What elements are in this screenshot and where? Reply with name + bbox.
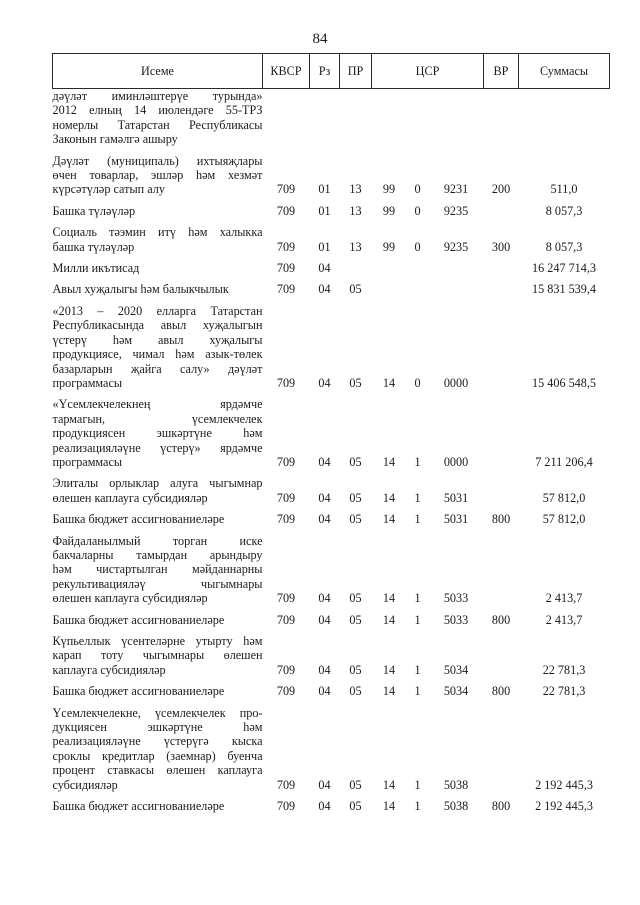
kvsr-cell <box>263 89 310 147</box>
rz-cell: 04 <box>318 512 331 527</box>
item-name-cell <box>53 799 263 813</box>
row-spacer-cell <box>53 505 610 512</box>
row-spacer-cell <box>53 699 610 706</box>
csr-subprogram-cell <box>407 282 429 296</box>
pr-cell <box>340 261 372 275</box>
rz-cell: 04 <box>318 591 331 606</box>
table-row <box>53 512 610 526</box>
pr-cell: 05 <box>349 777 362 792</box>
csr-program-cell <box>372 261 407 275</box>
row-spacer <box>53 792 610 799</box>
item-name-line: каплауга субсидияләр <box>52 662 166 677</box>
pr-cell: 05 <box>349 591 362 606</box>
csr-subprogram-cell: 1 <box>414 612 421 627</box>
row-spacer-cell <box>53 197 610 204</box>
row-spacer <box>53 254 610 261</box>
csr-program-cell: 14 <box>382 612 396 627</box>
item-name-line: Законын гамәлгә ашыру <box>52 132 178 147</box>
table-row <box>53 282 610 296</box>
amount-cell: 57 812,0 <box>542 490 586 505</box>
csr-program-cell: 99 <box>382 239 396 254</box>
csr-subprogram-cell: 1 <box>414 490 421 505</box>
csr-subprogram-cell: 1 <box>414 684 421 699</box>
table-row <box>53 706 610 792</box>
pr-cell: 05 <box>349 662 362 677</box>
table-row <box>53 261 610 275</box>
row-spacer-cell <box>53 792 610 799</box>
item-name-line: үстерү һәм авыл хуҗалыгы <box>52 332 263 347</box>
csr-subprogram-cell <box>407 261 429 275</box>
kvsr-cell: 709 <box>276 239 296 254</box>
item-name-cell <box>53 634 263 677</box>
item-name-cell <box>53 225 263 254</box>
csr-program-cell: 14 <box>382 454 396 469</box>
rz-cell: 04 <box>318 454 331 469</box>
item-name-line: Милли икътисад <box>52 261 140 276</box>
pr-cell: 13 <box>349 182 362 197</box>
csr-item-cell <box>429 89 484 147</box>
vr-cell <box>484 261 519 275</box>
csr-subprogram-cell: 0 <box>414 182 421 197</box>
column-header-csr: ЦСР <box>372 54 484 89</box>
item-name-line: Башка бюджет ассигнованиеләре <box>52 684 225 699</box>
vr-cell: 300 <box>491 239 511 254</box>
rz-cell: 04 <box>318 777 331 792</box>
csr-item-cell: 5038 <box>443 777 469 792</box>
item-name-line: өлешен каплауга субсидияләр <box>52 490 208 505</box>
item-name-line: Башка түләүләр <box>52 203 136 218</box>
column-header-name: Исеме <box>53 54 263 89</box>
pr-cell: 05 <box>349 454 362 469</box>
row-spacer-cell <box>53 275 610 282</box>
csr-subprogram-cell: 1 <box>414 591 421 606</box>
vr-cell <box>484 304 519 390</box>
item-name-line: тармагын, үсемлекчелек <box>52 411 263 426</box>
item-name-cell <box>53 261 263 275</box>
table-row <box>53 225 610 254</box>
amount-cell: 57 812,0 <box>542 512 586 527</box>
csr-program-cell: 14 <box>382 512 396 527</box>
table-row <box>53 89 610 147</box>
rz-cell: 01 <box>318 203 331 218</box>
vr-cell: 800 <box>491 512 511 527</box>
kvsr-cell: 709 <box>276 375 296 390</box>
row-spacer <box>53 275 610 282</box>
table-row <box>53 397 610 469</box>
column-header-kvsr: КВСР <box>263 54 310 89</box>
item-name-line: карап тоту чыгымнары өлешен <box>52 648 263 663</box>
amount-cell: 2 413,7 <box>545 591 583 606</box>
item-name-line: Файдаланылмый торган иске <box>52 533 263 548</box>
item-name-cell <box>53 304 263 390</box>
rz-cell: 04 <box>318 612 331 627</box>
rz-cell: 04 <box>318 490 331 505</box>
column-header-pr: ПР <box>340 54 372 89</box>
row-spacer <box>53 469 610 476</box>
item-name-line: Республикасында авыл хуҗалыгын <box>52 318 263 333</box>
item-name-line: 2012 елның 14 июлендәге 55-ТРЗ <box>52 103 263 118</box>
kvsr-cell: 709 <box>276 777 296 792</box>
row-spacer <box>53 147 610 154</box>
item-name-cell <box>53 204 263 218</box>
item-name-line: өлешен каплауга субсидияләр <box>52 591 208 606</box>
item-name-line: реализацияләүне үстерүгә кыска <box>52 734 263 749</box>
item-name-line: Элиталы орлыклар алуга чыгымнар <box>52 476 263 491</box>
row-spacer-cell <box>53 677 610 684</box>
row-spacer <box>53 699 610 706</box>
item-name-line: процент ставкасы өлешен каплауга <box>52 763 263 778</box>
item-name-line: башка түләүләр <box>52 239 135 254</box>
amount-cell: 8 057,3 <box>545 239 583 254</box>
rz-cell: 04 <box>318 684 331 699</box>
table-row <box>53 204 610 218</box>
table-row <box>53 799 610 813</box>
row-spacer <box>53 527 610 534</box>
table-row <box>53 684 610 698</box>
csr-item-cell: 9235 <box>443 203 469 218</box>
column-header-rz: Рз <box>310 54 340 89</box>
csr-item-cell <box>429 261 484 275</box>
pr-cell: 13 <box>349 203 362 218</box>
pr-cell: 05 <box>349 490 362 505</box>
row-spacer <box>53 297 610 304</box>
row-spacer <box>53 218 610 225</box>
table-row <box>53 476 610 505</box>
kvsr-cell: 709 <box>276 512 296 527</box>
item-name-line: Башка бюджет ассигнованиеләре <box>52 512 225 527</box>
kvsr-cell: 709 <box>276 454 296 469</box>
csr-item-cell: 5033 <box>443 612 469 627</box>
row-spacer <box>53 505 610 512</box>
rz-cell: 04 <box>318 261 331 276</box>
item-name-line: Авыл хуҗалыгы һәм балыкчылык <box>52 282 229 297</box>
item-name-line: «2013 – 2020 елларга Татарстан <box>52 303 263 318</box>
pr-cell: 05 <box>349 282 362 297</box>
item-name-cell <box>53 154 263 197</box>
row-spacer-cell <box>53 218 610 225</box>
vr-cell <box>484 397 519 469</box>
amount-cell: 2 192 445,3 <box>535 799 593 814</box>
csr-subprogram-cell: 0 <box>414 375 421 390</box>
item-name-line: Күпьеллык үсентеләрне утырту һәм <box>52 634 263 648</box>
csr-item-cell: 0000 <box>443 454 469 469</box>
pr-cell: 05 <box>349 799 362 814</box>
kvsr-cell: 709 <box>276 182 296 197</box>
item-name-line: Башка бюджет ассигнованиеләре <box>52 799 225 814</box>
table-row <box>53 534 610 606</box>
row-spacer <box>53 627 610 634</box>
item-name-line: базарларын җайга салу» дәүләт <box>52 361 263 376</box>
row-spacer <box>53 197 610 204</box>
csr-program-cell: 14 <box>382 777 396 792</box>
csr-subprogram-cell: 1 <box>414 799 421 814</box>
item-name-line: һәм чистартылган мәйданнарны <box>52 562 263 577</box>
csr-program-cell: 14 <box>382 662 396 677</box>
row-spacer-cell <box>53 390 610 397</box>
csr-item-cell: 5034 <box>443 684 469 699</box>
rz-cell: 01 <box>318 182 331 197</box>
csr-program-cell: 14 <box>382 490 396 505</box>
table-row <box>53 154 610 197</box>
item-name-line: субсидияләр <box>52 777 118 792</box>
item-name-cell <box>53 706 263 792</box>
row-spacer-cell <box>53 147 610 154</box>
item-name-line: рекультивацияләү чыгымнары <box>52 576 263 591</box>
vr-cell: 800 <box>491 612 511 627</box>
item-name-line: дәүләт иминләштерүе турында» <box>52 89 263 103</box>
vr-cell <box>484 534 519 606</box>
csr-program-cell: 99 <box>382 182 396 197</box>
item-name-line: Башка бюджет ассигнованиеләре <box>52 612 225 627</box>
item-name-line: күрсәтүләр сатып алу <box>52 182 165 197</box>
item-name-line: программасы <box>52 454 123 469</box>
pr-cell: 05 <box>349 512 362 527</box>
vr-cell <box>484 204 519 218</box>
csr-program-cell: 14 <box>382 591 396 606</box>
item-name-line: өчен товарлар, эшләр һәм хезмәт <box>52 168 263 183</box>
item-name-line: Дәүләт (муниципаль) ихтыяҗлары <box>52 153 263 168</box>
vr-cell <box>484 89 519 147</box>
rz-cell <box>310 89 340 147</box>
csr-item-cell: 5033 <box>443 591 469 606</box>
csr-program-cell: 99 <box>382 203 396 218</box>
item-name-line: продукциясен эшкәртүне һәм <box>52 426 263 441</box>
table-body <box>53 89 610 814</box>
csr-program-cell: 14 <box>382 684 396 699</box>
vr-cell: 800 <box>491 799 511 814</box>
item-name-cell <box>53 512 263 526</box>
csr-subprogram-cell <box>407 89 429 147</box>
kvsr-cell: 709 <box>276 684 296 699</box>
row-spacer-cell <box>53 627 610 634</box>
item-name-line: Үсемлекчелекне, үсемлекчелек про- <box>52 705 263 720</box>
row-spacer-cell <box>53 527 610 534</box>
rz-cell: 04 <box>318 662 331 677</box>
item-name-cell <box>53 534 263 606</box>
table-row <box>53 613 610 627</box>
rz-cell: 01 <box>318 239 331 254</box>
csr-program-cell: 14 <box>382 375 396 390</box>
amount-cell: 7 211 206,4 <box>535 454 593 469</box>
kvsr-cell: 709 <box>276 203 296 218</box>
kvsr-cell: 709 <box>276 591 296 606</box>
item-name-cell <box>53 282 263 296</box>
amount-cell: 511,0 <box>550 182 578 197</box>
pr-cell: 13 <box>349 239 362 254</box>
item-name-cell <box>53 613 263 627</box>
csr-item-cell: 5034 <box>443 662 469 677</box>
csr-subprogram-cell: 0 <box>414 239 421 254</box>
row-spacer <box>53 677 610 684</box>
vr-cell <box>484 282 519 296</box>
amount-cell <box>519 89 610 147</box>
kvsr-cell: 709 <box>276 612 296 627</box>
vr-cell <box>484 476 519 505</box>
kvsr-cell: 709 <box>276 490 296 505</box>
vr-cell <box>484 634 519 677</box>
csr-item-cell: 5031 <box>443 490 469 505</box>
column-header-vr: ВР <box>484 54 519 89</box>
page-number: 84 <box>312 31 328 47</box>
csr-item-cell: 0000 <box>443 375 469 390</box>
csr-item-cell: 9231 <box>443 182 469 197</box>
rz-cell: 04 <box>318 282 331 297</box>
csr-program-cell <box>372 282 407 296</box>
row-spacer <box>53 606 610 613</box>
table-header-row <box>53 54 610 89</box>
item-name-line: сроклы кредитлар (заемнар) буенча <box>52 748 263 763</box>
csr-item-cell <box>429 282 484 296</box>
amount-cell: 16 247 714,3 <box>532 261 596 276</box>
csr-subprogram-cell: 1 <box>414 777 421 792</box>
row-spacer-cell <box>53 606 610 613</box>
kvsr-cell: 709 <box>276 799 296 814</box>
item-name-cell <box>53 89 263 147</box>
item-name-line: дукциясен эшкәртүне һәм <box>52 720 263 735</box>
row-spacer-cell <box>53 254 610 261</box>
kvsr-cell: 709 <box>276 261 296 276</box>
amount-cell: 2 192 445,3 <box>535 777 593 792</box>
csr-program-cell <box>372 89 407 147</box>
item-name-line: бакчаларны тамырдан арындыру <box>52 547 263 562</box>
rz-cell: 04 <box>318 799 331 814</box>
item-name-cell <box>53 684 263 698</box>
row-spacer-cell <box>53 469 610 476</box>
item-name-cell <box>53 476 263 505</box>
amount-cell: 22 781,3 <box>542 662 586 677</box>
vr-cell: 800 <box>491 684 511 699</box>
csr-subprogram-cell: 1 <box>414 662 421 677</box>
item-name-line: Социаль тәэмин итү һәм халыкка <box>52 225 263 240</box>
pr-cell: 05 <box>349 612 362 627</box>
amount-cell: 15 831 539,4 <box>532 282 596 297</box>
amount-cell: 22 781,3 <box>542 684 586 699</box>
kvsr-cell: 709 <box>276 662 296 677</box>
pr-cell: 05 <box>349 684 362 699</box>
item-name-line: продукциясе, чимал һәм азык-төлек <box>52 347 263 362</box>
vr-cell: 200 <box>491 182 511 197</box>
item-name-line: программасы <box>52 375 123 390</box>
csr-subprogram-cell: 1 <box>414 512 421 527</box>
vr-cell <box>484 706 519 792</box>
csr-item-cell: 9235 <box>443 239 469 254</box>
item-name-line: реализацияләүне үстерү» ярдәмче <box>52 440 263 455</box>
csr-item-cell: 5038 <box>443 799 469 814</box>
rz-cell: 04 <box>318 375 331 390</box>
row-spacer <box>53 390 610 397</box>
item-name-line: номерлы Татарстан Республикасы <box>52 117 263 132</box>
amount-cell: 15 406 548,5 <box>532 375 596 390</box>
amount-cell: 8 057,3 <box>545 203 583 218</box>
csr-item-cell: 5031 <box>443 512 469 527</box>
pr-cell: 05 <box>349 375 362 390</box>
table-row <box>53 304 610 390</box>
csr-subprogram-cell: 0 <box>414 203 421 218</box>
item-name-cell <box>53 397 263 469</box>
pr-cell <box>340 89 372 147</box>
csr-subprogram-cell: 1 <box>414 454 421 469</box>
table-row <box>53 634 610 677</box>
row-spacer-cell <box>53 297 610 304</box>
csr-program-cell: 14 <box>382 799 396 814</box>
column-header-sum: Суммасы <box>519 54 610 89</box>
kvsr-cell: 709 <box>276 282 296 297</box>
item-name-line: «Үсемлекчелекнең ярдәмче <box>52 397 263 412</box>
amount-cell: 2 413,7 <box>545 612 583 627</box>
budget-table <box>52 53 610 813</box>
